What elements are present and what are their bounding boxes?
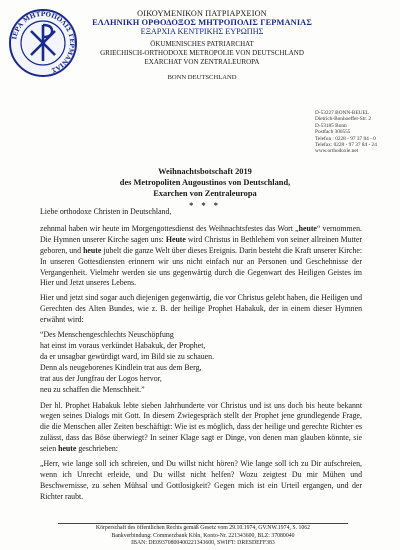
letter-body: [40, 207, 362, 507]
letterhead-german-line3: EXARCHAT VON ZENTRALEUROPA: [144, 58, 260, 67]
address-line: www.orthodoxie.net: [315, 148, 359, 155]
title-stars: * * *: [189, 201, 221, 210]
svg-text:ΙΕΡΑ ΜΗΤΡΟΠΟΛΙΣ ΓΕΡΜΑΝΙΑΣ: ΙΕΡΑ ΜΗΤΡΟΠΟΛΙΣ ΓΕΡΜΑΝΙΑΣ: [11, 10, 76, 74]
hymn-line: neu zu schaffen die Menschheit.”: [40, 384, 145, 394]
address-line: Dietrich-Bonhoeffer-Str. 2: [315, 116, 371, 123]
title-line3: Exarchen von Zentraleuropa: [153, 189, 257, 198]
hymn-line: hat einst im voraus verkündet Habakuk, der Prophet,: [40, 340, 206, 350]
hymn-line: trat aus der Jungfrau der Logos hervor,: [40, 373, 162, 383]
hymn-line: Denn als neugeborenes Kindlein trat aus dem Berg,: [40, 362, 202, 372]
address-line: Telefax: 0228 - 97 37 84 - 24: [315, 142, 377, 149]
emphasis-heute: Heute: [165, 234, 186, 244]
letter-title: [60, 166, 350, 211]
hymn-line: “Des Menschengeschlechts Neuschöpfung: [40, 330, 174, 340]
letterhead-greek-line1: ΟΙΚΟΥΜΕΝΙΚΟΝ ΠΑΤΡΙΑΡΧΕΙΟΝ: [137, 9, 267, 18]
address-block: [315, 110, 400, 155]
hymn-line: da er unsagbar gewürdigt ward, im Bild sie zu schauen.: [40, 351, 215, 361]
hymn-quote: [40, 330, 362, 395]
letterhead-city: BONN DEUTSCHLAND: [167, 74, 237, 82]
paragraph-3: Der hl. Prophet Habakuk lebte sieben Jahrhunderte vor Christus und ist uns doch bis heute bekannt wegen seines Dialogs mit Gott. In diesem Zwiegespräch stellt der Prophet jene grundlegende Frage, die die Menschen aller Zeiten beschäftigt: Wie ist es möglich, dass der heilige und gerechte Richter es zulässt, dass das Böse überwiegt? In seiner Klage sagt er Dinge, von denen man glauben könnte, sie seien heute geschrieben:: [40, 400, 362, 454]
greeting: Liebe orthodoxe Christen in Deutschland,: [40, 207, 172, 216]
emphasis-heute: heute: [58, 444, 77, 454]
title-line1: Weihnachtsbotschaft 2019: [158, 167, 252, 176]
letterhead-german-line2: GRIECHISCH-ORTHODOXE METROPOLIE VON DEUTSCHLAND: [100, 48, 304, 57]
address-line: Telefon : 0228 - 97 37 84 - 0: [315, 135, 376, 142]
letterhead-greek-line3: ΕΞΑΡΧΙΑ ΚΕΝΤΡΙΚΗΣ ΕΥΡΩΠΗΣ: [140, 27, 264, 37]
address-line: Postfach 300555: [315, 129, 351, 136]
emphasis-heute: heute: [298, 223, 317, 233]
emphasis-heute: heute: [83, 245, 102, 255]
letterhead-greek-line2: ΕΛΛΗΝΙΚΗ ΟΡΘΟΔΟΞΟΣ ΜΗΤΡΟΠΟΛΙΣ ΓΕΡΜΑΝΙΑΣ: [92, 18, 312, 28]
letterhead: [82, 9, 322, 82]
letterhead-german-line1: ÖKUMENISCHES PATRIARCHAT: [150, 39, 254, 48]
metropolis-seal: [8, 8, 78, 78]
paragraph-1: zehnmal haben wir heute im Morgengottesdienst des Weihnachtsfestes das Wort „heute“ vernommen. Die Hymnen unserer Kirche sagen uns: Heute wird Christus in Bethlehem von seiner allreinen Mutter geboren, und heute jubelt die ganze Welt über dieses Ereignis. Darin besteht die Kraft unserer Kirche: In unseren Gottesdiensten erinnern wir uns nicht einfach nur an Personen und Geschehnisse der Vergangenheit. Vielmehr werden sie uns gegenwärtig durch die Gegenwart des Heiligen Geistes im Hier und Jetzt unseres Lebens.: [40, 223, 363, 288]
letter-footer: [58, 523, 348, 548]
paragraph-2: Hier und jetzt sind sogar auch diejenigen gegenwärtig, die vor Christus gelebt haben, die Heiligen und Gerechten des Alten Bundes, wie z. B. der heilige Prophet Habakuk, der in einem dieser Hymnen erwähnt wird:: [40, 293, 362, 325]
title-line2: des Metropoliten Augoustinos von Deutschland,: [119, 178, 291, 187]
address-line: D-53185 Bonn: [315, 122, 347, 129]
footer-line2: Bankverbindung: Commerzbank Köln, Konto-Nr. 221343600, BLZ: 37080040: [111, 532, 295, 539]
chi-rho-icon: [8, 8, 78, 78]
paragraph-4: „Herr, wie lange soll ich schreien, und Du willst nicht hören? Wie lange soll ich zu Dir aufschreien, wenn ich Unrecht erleide, und Du willst nicht helfen? Wozu zeigtest Du mir Mühen und Beschwernisse, zu sehen Mühsal und Gottlosigkeit? Gegen mich ist ein Urteil ergangen, und der Richter raubt.: [40, 459, 362, 501]
address-line: D-53227 BONN-BEUEL: [315, 110, 369, 116]
footer-line3: IBAN: DE09370800400221343600, SWIFT: DRESDEFF383: [131, 540, 275, 547]
footer-line1: Körperschaft des öffentlichen Rechts gemäß Gesetz vom 29.10.1974, GV.NW.1974, S. 1062: [95, 525, 311, 531]
